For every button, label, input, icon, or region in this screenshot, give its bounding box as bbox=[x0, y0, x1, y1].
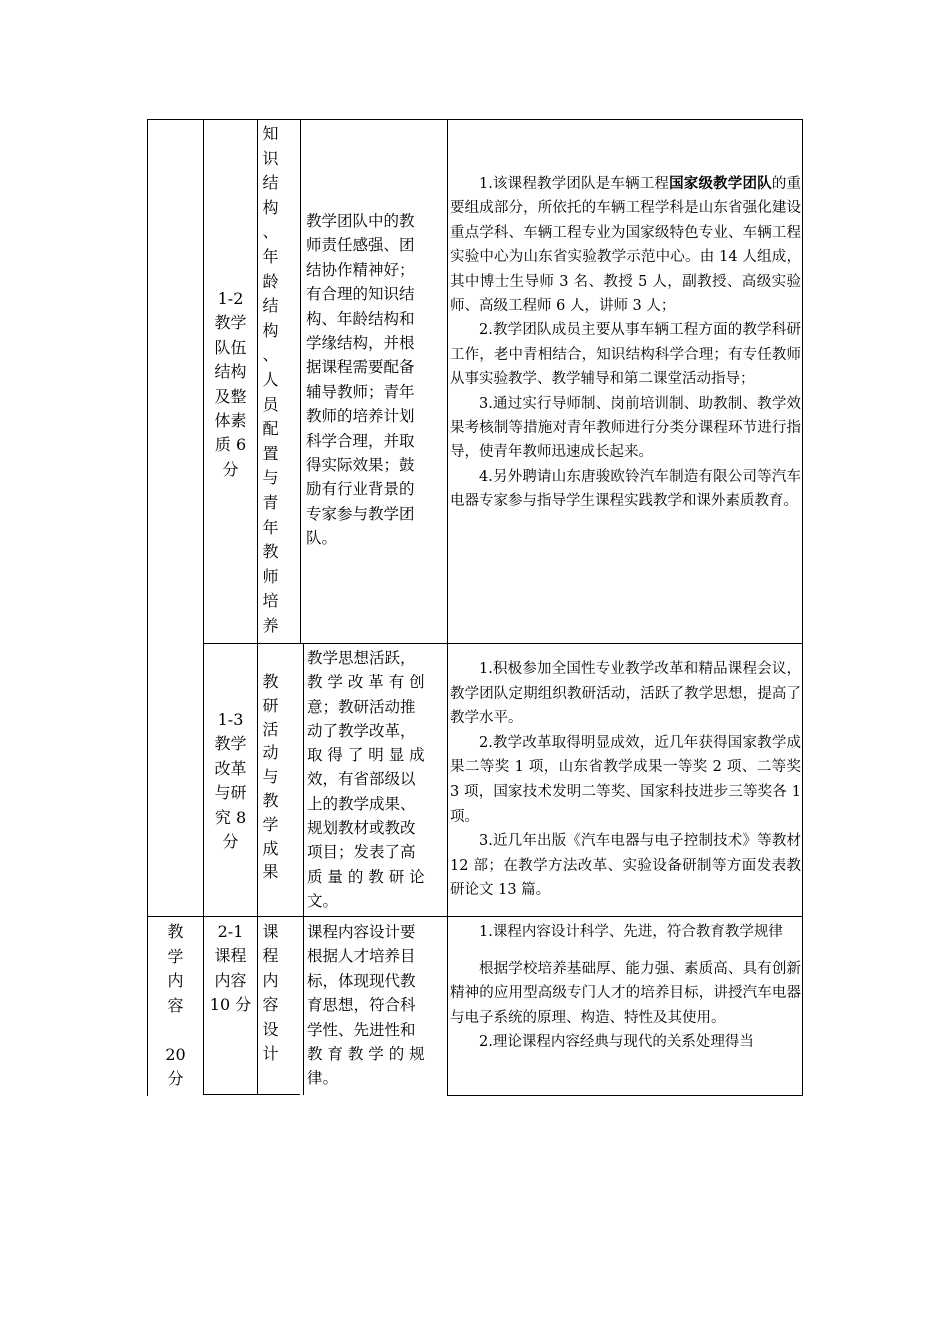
criteria-line: 励有行业背景的 bbox=[306, 480, 415, 499]
aspect-char: 置 bbox=[262, 443, 279, 463]
item-line: 教学 bbox=[214, 734, 247, 754]
paragraph-text: 1.课程内容设计科学、先进，符合教育教学规律 bbox=[479, 924, 783, 940]
criteria-cell-2-1 bbox=[307, 920, 446, 1091]
aspect-char: 内 bbox=[262, 970, 279, 990]
criteria-line: 动了教学改革， bbox=[307, 721, 416, 740]
aspect-char: 年 bbox=[262, 517, 279, 537]
item-line: 与研 bbox=[214, 783, 247, 803]
criteria-line: 教学思想活跃， bbox=[307, 649, 416, 667]
item-line: 质 6 bbox=[214, 435, 247, 455]
criteria-line: 构、年龄结构和 bbox=[306, 309, 415, 328]
aspect-char: 活 bbox=[262, 719, 279, 739]
aspect-cell-1-3 bbox=[258, 670, 283, 884]
category-line bbox=[148, 1018, 203, 1043]
category-line: 学 bbox=[167, 946, 184, 966]
criteria-line: 规划教材或教改 bbox=[307, 819, 416, 838]
aspect-char: 学 bbox=[262, 814, 279, 834]
aspect-char: 与 bbox=[262, 767, 279, 787]
criteria-line: 取 得 了 明 显 成 bbox=[307, 746, 425, 765]
aspect-char: 师 bbox=[262, 566, 279, 586]
description-paragraph bbox=[450, 957, 801, 1031]
row-divider-2 bbox=[147, 916, 803, 917]
item-line: 内容 bbox=[214, 970, 247, 990]
criteria-line: 得实际效果；鼓 bbox=[306, 456, 415, 475]
aspect-char: 构 bbox=[262, 320, 279, 340]
aspect-char: 课 bbox=[262, 922, 279, 941]
criteria-line: 质 量 的 教 研 论 bbox=[307, 867, 425, 886]
col-line-criteria-a bbox=[300, 119, 301, 644]
criteria-line: 教 学 改 革 有 创 bbox=[307, 673, 425, 692]
aspect-char: 青 bbox=[262, 492, 279, 512]
table-bottom-desc bbox=[447, 1095, 803, 1096]
criteria-line: 教学团队中的教 bbox=[306, 212, 415, 230]
criteria-line: 项目；发表了高 bbox=[307, 843, 416, 862]
aspect-char: 知 bbox=[262, 124, 279, 143]
paragraph-text: 2.教学改革取得明显成效，近几年获得国家教学成果二等奖 1 项，山东省教学成果一等奖 2 项、二等奖 3 项，国家技术发明二等奖、国家科技进步三等奖各 1 项。 bbox=[450, 734, 801, 825]
description-paragraph bbox=[450, 920, 801, 945]
aspect-cell-2-1 bbox=[258, 920, 283, 1066]
item-line: 1-3 bbox=[217, 710, 244, 729]
item-line: 1-2 bbox=[217, 289, 244, 308]
aspect-char: 、 bbox=[262, 222, 279, 242]
aspect-char: 年 bbox=[262, 246, 279, 266]
aspect-char: 设 bbox=[262, 1019, 279, 1039]
description-paragraph bbox=[450, 392, 801, 465]
criteria-line: 上的教学成果、 bbox=[307, 794, 416, 813]
criteria-line: 结协作精神好； bbox=[306, 260, 415, 279]
paragraph-emphasis: 国家级教学团队 bbox=[669, 175, 772, 192]
criteria-line: 专家参与教学团 bbox=[306, 504, 415, 523]
criteria-cell-1-3 bbox=[307, 646, 446, 913]
criteria-line: 据课程需要配备 bbox=[306, 358, 415, 377]
description-paragraph bbox=[450, 318, 801, 391]
aspect-char: 果 bbox=[262, 862, 279, 882]
aspect-char: 教 bbox=[262, 672, 279, 691]
paragraph-text: 3.通过实行导师制、岗前培训制、助教制、教学效果考核制等措施对青年教师进行分类分课程环节进行指导，使青年教师迅速成长起来。 bbox=[450, 395, 801, 461]
category-cell-teaching-content bbox=[148, 920, 203, 1092]
item-cell-1-2 bbox=[204, 287, 257, 482]
criteria-line: 学性、先进性和 bbox=[307, 1020, 416, 1039]
criteria-line: 文。 bbox=[307, 891, 339, 910]
paragraph-text: 2.教学团队成员主要从事车辆工程方面的教学科研工作，老中青相结合，知识结构科学合理；有专任教师从事实验教学、教学辅导和第二课堂活动指导； bbox=[450, 322, 801, 388]
aspect-cell-1-2 bbox=[258, 122, 283, 638]
aspect-char: 配 bbox=[262, 419, 279, 439]
criteria-line: 队。 bbox=[306, 529, 338, 548]
criteria-line: 教师的培养计划 bbox=[306, 407, 415, 426]
criteria-line: 意；教研活动推 bbox=[307, 697, 416, 716]
description-paragraph bbox=[450, 1030, 801, 1055]
category-line: 教 bbox=[167, 922, 184, 941]
aspect-char: 人 bbox=[262, 369, 279, 389]
aspect-char: 培 bbox=[262, 591, 279, 611]
paragraph-text: 的重要组成部分，所依托的车辆工程学科是山东省强化建设重点学科、车辆工程专业为国家级特色专业、车辆工程实验中心为山东省实验教学示范中心。由 14 人组成，其中博士生导师 3 名、教授 5 人，副教授、高级实验师、高级工程师 6 人，讲师 3 人； bbox=[450, 176, 802, 315]
criteria-line: 教 育 教 学 的 规 bbox=[307, 1045, 425, 1064]
description-paragraph bbox=[450, 465, 801, 514]
aspect-char: 研 bbox=[262, 695, 279, 715]
aspect-char: 教 bbox=[262, 790, 279, 810]
criteria-line: 辅导教师；青年 bbox=[306, 382, 415, 401]
aspect-char: 计 bbox=[262, 1044, 279, 1064]
criteria-line: 师责任感强、团 bbox=[306, 236, 415, 255]
col-line-right bbox=[802, 119, 803, 1096]
item-line: 改革 bbox=[214, 758, 247, 778]
criteria-line: 科学合理，并取 bbox=[306, 431, 415, 450]
aspect-char: 容 bbox=[262, 995, 279, 1015]
criteria-line: 标，体现现代教 bbox=[307, 971, 416, 990]
criteria-line: 育思想，符合科 bbox=[307, 996, 416, 1015]
item-line: 2-1 bbox=[217, 922, 244, 941]
aspect-char: 养 bbox=[262, 615, 279, 635]
criteria-line: 律。 bbox=[307, 1069, 339, 1088]
aspect-char: 识 bbox=[262, 148, 279, 168]
table-bottom-partial bbox=[203, 1094, 300, 1095]
aspect-char: 结 bbox=[262, 173, 279, 193]
description-paragraph bbox=[450, 172, 801, 318]
category-line: 20 bbox=[165, 1044, 186, 1064]
aspect-char: 结 bbox=[262, 296, 279, 316]
aspect-char: 员 bbox=[262, 394, 279, 414]
item-line: 课程 bbox=[214, 946, 247, 966]
criteria-line: 课程内容设计要 bbox=[307, 923, 416, 941]
description-cell-2-1 bbox=[450, 920, 801, 1055]
item-line: 结构 bbox=[214, 362, 247, 382]
aspect-char: 构 bbox=[262, 197, 279, 217]
description-cell-1-2 bbox=[450, 172, 801, 514]
item-line: 教学 bbox=[214, 313, 247, 333]
category-line: 内 bbox=[167, 971, 184, 990]
col-line-criteria-b bbox=[303, 643, 304, 1095]
aspect-char: 成 bbox=[262, 838, 279, 858]
description-paragraph bbox=[450, 657, 801, 731]
item-line: 及整 bbox=[214, 386, 247, 406]
aspect-char: 教 bbox=[262, 542, 279, 562]
item-cell-1-3 bbox=[204, 708, 257, 854]
description-paragraph bbox=[450, 829, 801, 903]
paragraph-text: 2.理论课程内容经典与现代的关系处理得当 bbox=[479, 1034, 754, 1051]
paragraph-text: 1.积极参加全国性专业教学改革和精品课程会议，教学团队定期组织教研活动，活跃了教学思想，提高了教学水平。 bbox=[450, 661, 801, 727]
aspect-char: 与 bbox=[262, 468, 279, 488]
paragraph-text: 4.另外聘请山东唐骏欧铃汽车制造有限公司等汽车电器专家参与指导学生课程实践教学和课外素质教育。 bbox=[450, 468, 801, 510]
item-line: 10 分 bbox=[209, 995, 252, 1015]
paragraph-text: 3.近几年出版《汽车电器与电子控制技术》等教材 12 部；在教学方法改革、实验设备研制等方面发表教研论文 13 篇。 bbox=[450, 833, 801, 899]
item-line: 队伍 bbox=[214, 337, 247, 357]
item-cell-2-1 bbox=[204, 920, 257, 1018]
aspect-char: 程 bbox=[262, 946, 279, 966]
criteria-line: 效，有省部级以 bbox=[307, 770, 416, 789]
description-cell-1-3 bbox=[450, 657, 801, 903]
item-line: 究 8 bbox=[214, 807, 247, 827]
item-line: 分 bbox=[222, 459, 239, 479]
col-line-desc bbox=[447, 119, 448, 1096]
paragraph-text: 根据学校培养基础厚、能力强、素质高、具有创新精神的应用型高级专门人才的培养目标，讲授汽车电器与电子系统的原理、构造、特性及其使用。 bbox=[450, 960, 801, 1026]
criteria-line: 根据人才培养目 bbox=[307, 947, 416, 966]
description-paragraph bbox=[450, 731, 801, 829]
criteria-line: 学缘结构，并根 bbox=[306, 334, 415, 353]
criteria-line: 有合理的知识结 bbox=[306, 285, 415, 304]
row-divider-1 bbox=[203, 643, 803, 644]
item-line: 体素 bbox=[214, 411, 247, 431]
aspect-char: 动 bbox=[262, 743, 279, 763]
aspect-char: 、 bbox=[262, 345, 279, 365]
item-line: 分 bbox=[222, 832, 239, 852]
category-line: 分 bbox=[167, 1069, 184, 1088]
criteria-cell-1-2 bbox=[306, 209, 446, 551]
category-line: 容 bbox=[167, 995, 184, 1015]
table-top-border bbox=[147, 119, 803, 120]
aspect-char: 龄 bbox=[262, 271, 279, 291]
paragraph-text: 1.该课程教学团队是车辆工程 bbox=[479, 176, 670, 192]
